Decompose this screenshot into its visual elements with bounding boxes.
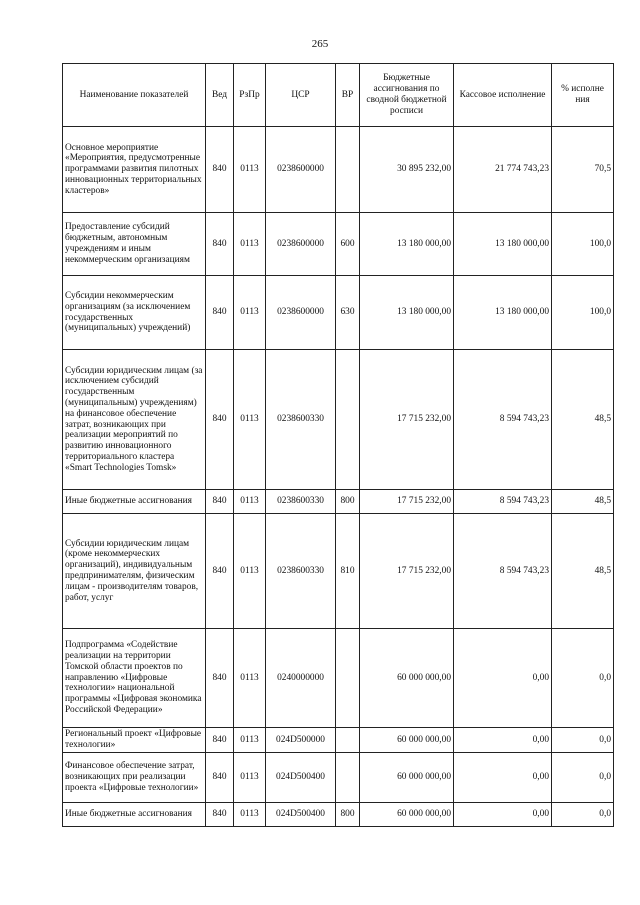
header-executed: Кассовое исполнение [454,64,552,127]
cell-csr: 0238600000 [266,127,336,213]
cell-ved: 840 [206,753,234,803]
cell-executed: 13 180 000,00 [454,213,552,276]
cell-rzpr: 0113 [234,276,266,350]
cell-allocated: 13 180 000,00 [360,213,454,276]
cell-name: Финансовое обеспечение затрат, возникающих при реализации проекта «Цифровые технологии» [63,753,206,803]
cell-csr: 0240000000 [266,629,336,728]
table-row [63,629,614,728]
cell-csr: 0238600000 [266,213,336,276]
cell-rzpr: 0113 [234,803,266,827]
cell-executed: 8 594 743,23 [454,514,552,629]
cell-ved: 840 [206,490,234,514]
table-row [63,728,614,753]
cell-name: Региональный проект «Цифровые технологии» [63,728,206,753]
cell-csr: 024D500000 [266,728,336,753]
cell-allocated: 60 000 000,00 [360,803,454,827]
cell-executed: 21 774 743,23 [454,127,552,213]
cell-csr: 0238600000 [266,276,336,350]
cell-name: Иные бюджетные ассигнования [63,490,206,514]
cell-csr: 024D500400 [266,753,336,803]
cell-rzpr: 0113 [234,350,266,490]
cell-percent: 70,5 [552,127,614,213]
cell-name: Субсидии юридическим лицам (за исключением субсидий государственным (муниципальным) учреждениям) на финансовое обеспечение затрат, возникающих при реализации мероприятий по развитию инновационного территориального кластера «Smart Technologies Tomsk» [63,350,206,490]
cell-percent: 0,0 [552,728,614,753]
cell-percent: 48,5 [552,490,614,514]
cell-rzpr: 0113 [234,490,266,514]
cell-ved: 840 [206,127,234,213]
cell-ved: 840 [206,350,234,490]
cell-executed: 13 180 000,00 [454,276,552,350]
cell-name: Субсидии некоммерческим организациям (за исключением государственных (муниципальных) учреждений) [63,276,206,350]
header-name: Наименование показателей [63,64,206,127]
header-percent: % исполне ния [552,64,614,127]
cell-rzpr: 0113 [234,213,266,276]
cell-vr: 600 [336,213,360,276]
cell-allocated: 13 180 000,00 [360,276,454,350]
cell-allocated: 17 715 232,00 [360,350,454,490]
table-row [63,753,614,803]
cell-ved: 840 [206,728,234,753]
budget-execution-table [62,63,614,827]
cell-csr: 0238600330 [266,350,336,490]
table-row [63,803,614,827]
cell-rzpr: 0113 [234,127,266,213]
cell-vr: 630 [336,276,360,350]
cell-executed: 0,00 [454,728,552,753]
cell-name: Подпрограмма «Содействие реализации на территории Томской области проектов по направлению «Цифровые технологии» национальной программы «Цифровая экономика Российской Федерации» [63,629,206,728]
cell-csr: 0238600330 [266,490,336,514]
cell-ved: 840 [206,213,234,276]
cell-executed: 0,00 [454,753,552,803]
cell-allocated: 60 000 000,00 [360,728,454,753]
cell-vr: 800 [336,490,360,514]
cell-ved: 840 [206,514,234,629]
cell-allocated: 60 000 000,00 [360,753,454,803]
cell-rzpr: 0113 [234,728,266,753]
cell-percent: 100,0 [552,213,614,276]
table-row [63,490,614,514]
cell-allocated: 17 715 232,00 [360,514,454,629]
cell-vr [336,753,360,803]
cell-vr [336,127,360,213]
table-row [63,514,614,629]
cell-ved: 840 [206,803,234,827]
table-row [63,127,614,213]
cell-name: Субсидии юридическим лицам (кроме некоммерческих организаций), индивидуальным предпринимателям, физическим лицам - производителям товаров, работ, услуг [63,514,206,629]
header-csr: ЦСР [266,64,336,127]
cell-allocated: 30 895 232,00 [360,127,454,213]
cell-executed: 0,00 [454,629,552,728]
cell-vr [336,350,360,490]
cell-percent: 100,0 [552,276,614,350]
cell-csr: 024D500400 [266,803,336,827]
cell-executed: 0,00 [454,803,552,827]
cell-ved: 840 [206,629,234,728]
header-allocated: Бюджетные ассигнования по сводной бюджетной росписи [360,64,454,127]
cell-allocated: 60 000 000,00 [360,629,454,728]
cell-vr: 810 [336,514,360,629]
cell-name: Иные бюджетные ассигнования [63,803,206,827]
cell-vr [336,629,360,728]
cell-percent: 0,0 [552,803,614,827]
cell-ved: 840 [206,276,234,350]
cell-rzpr: 0113 [234,629,266,728]
cell-percent: 48,5 [552,514,614,629]
table-row [63,350,614,490]
table-header-row [63,64,614,127]
page-number: 265 [311,38,329,50]
cell-allocated: 17 715 232,00 [360,490,454,514]
cell-executed: 8 594 743,23 [454,350,552,490]
cell-percent: 0,0 [552,629,614,728]
cell-name: Основное мероприятие «Мероприятия, предусмотренные программами развития пилотных инновационных территориальных кластеров» [63,127,206,213]
cell-percent: 0,0 [552,753,614,803]
cell-percent: 48,5 [552,350,614,490]
header-ved: Вед [206,64,234,127]
cell-vr: 800 [336,803,360,827]
cell-rzpr: 0113 [234,514,266,629]
header-rzpr: РзПр [234,64,266,127]
cell-name: Предоставление субсидий бюджетным, автономным учреждениям и иным некоммерческим организациям [63,213,206,276]
cell-csr: 0238600330 [266,514,336,629]
table-row [63,213,614,276]
header-vr: ВР [336,64,360,127]
table-row [63,276,614,350]
cell-vr [336,728,360,753]
cell-rzpr: 0113 [234,753,266,803]
cell-executed: 8 594 743,23 [454,490,552,514]
